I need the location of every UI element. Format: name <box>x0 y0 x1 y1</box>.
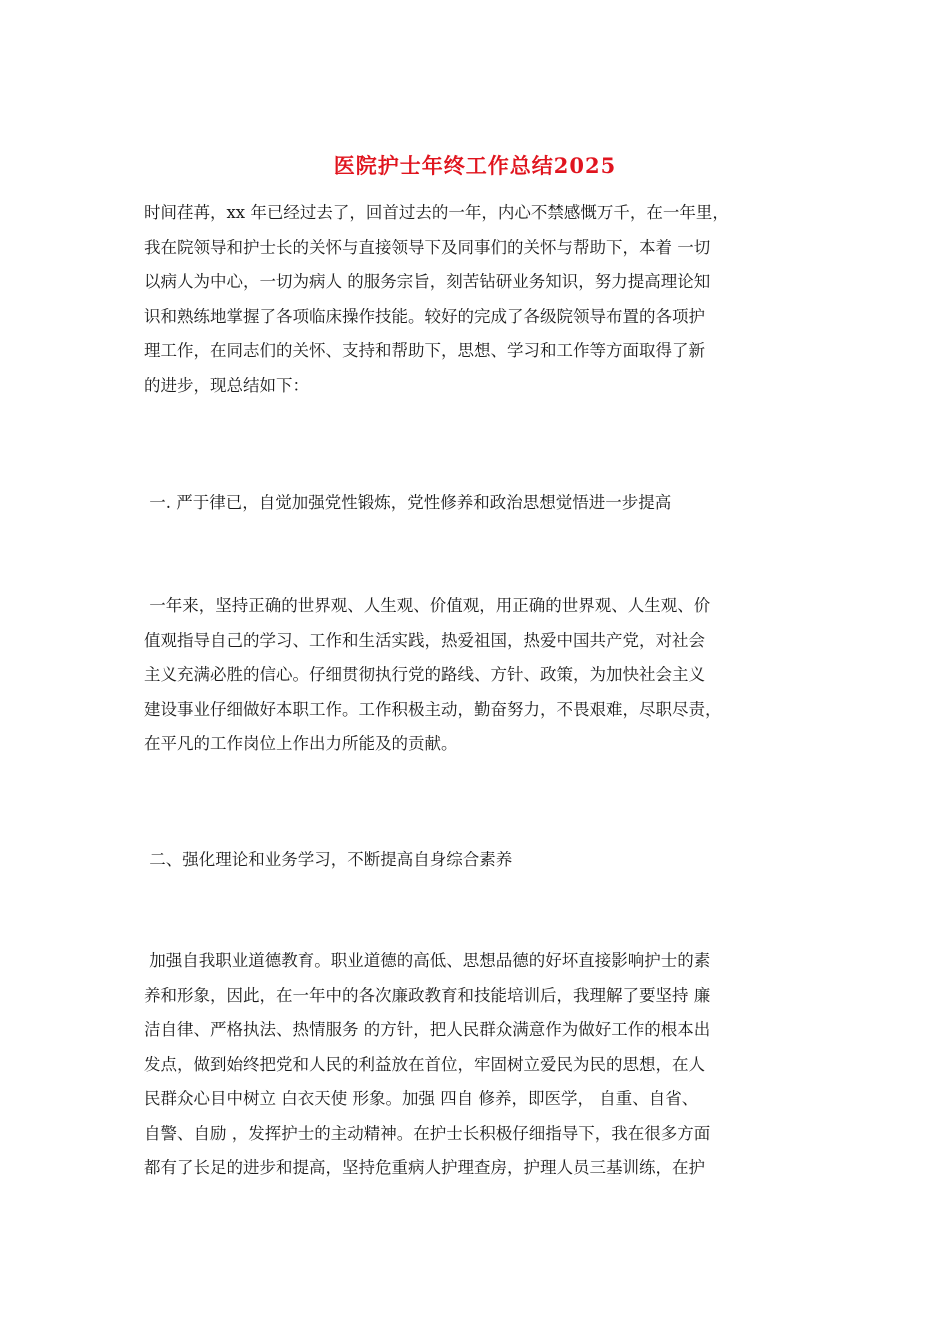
section-2-heading <box>144 843 810 878</box>
section-1-body <box>144 589 810 762</box>
text-line: 民群众心目中树立 白衣天使 形象。加强 四自 修养，即医学， 自重、自省、 <box>144 1089 699 1108</box>
text-line: 我在院领导和护士长的关怀与直接领导下及同事们的关怀与帮助下，本着 一切 <box>144 237 711 257</box>
text-line: 自警、自励 ，发挥护士的主动精神。在护士长积极仔细指导下，我在很多方面 <box>144 1123 711 1143</box>
text-line: 在平凡的工作岗位上作出力所能及的贡献。 <box>144 734 458 753</box>
text-line: 识和熟练地掌握了各项临床操作技能。较好的完成了各级院领导布置的各项护 <box>144 306 705 326</box>
text-line: 加强自我职业道德教育。职业道德的高低、思想品德的好坏直接影响护士的素 <box>144 951 711 970</box>
text-line: 理工作，在同志们的关怀、支持和帮助下，思想、学习和工作等方面取得了新 <box>144 341 705 360</box>
text-line: 主义充满必胜的信心。仔细贯彻执行党的路线、方针、政策，为加快社会主义 <box>144 665 705 684</box>
heading-text: 二、强化理论和业务学习，不断提高自身综合素养 <box>144 850 513 869</box>
text-line: 洁自律、严格执法、热情服务 的方针，把人民群众满意作为做好工作的根本出 <box>144 1020 711 1039</box>
text-line: 以病人为中心，一切为病人 的服务宗旨，刻苦钻研业务知识，努力提高理论知 <box>144 272 711 291</box>
document-title: 医院护士年终工作总结2025 <box>333 153 617 178</box>
text-line: 养和形象，因此，在一年中的各次廉政教育和技能培训后，我理解了要坚持 廉 <box>144 985 711 1005</box>
text-line: 的进步，现总结如下： <box>144 375 309 395</box>
intro-paragraph <box>144 196 810 403</box>
text-line: 发点，做到始终把党和人民的利益放在首位，牢固树立爱民为民的思想，在人 <box>144 1054 705 1074</box>
text-line: 建设事业仔细做好本职工作。工作积极主动，勤奋努力，不畏艰难，尽职尽责， <box>144 699 722 719</box>
section-2-body <box>144 944 810 1186</box>
text-line: 值观指导自己的学习、工作和生活实践，热爱祖国，热爱中国共产党，对社会 <box>144 630 705 650</box>
text-line: 都有了长足的进步和提高，坚持危重病人护理查房，护理人员三基训练，在护 <box>144 1158 705 1177</box>
heading-text: 一. 严于律已，自觉加强党性锻炼，党性修养和政治思想觉悟进一步提高 <box>144 493 672 512</box>
text-line: 时间荏苒，xx 年已经过去了，回首过去的一年，内心不禁感慨万千，在一年里， <box>144 203 729 222</box>
text-line: 一年来，坚持正确的世界观、人生观、价值观，用正确的世界观、人生观、价 <box>144 596 711 615</box>
section-1-heading <box>144 486 810 521</box>
